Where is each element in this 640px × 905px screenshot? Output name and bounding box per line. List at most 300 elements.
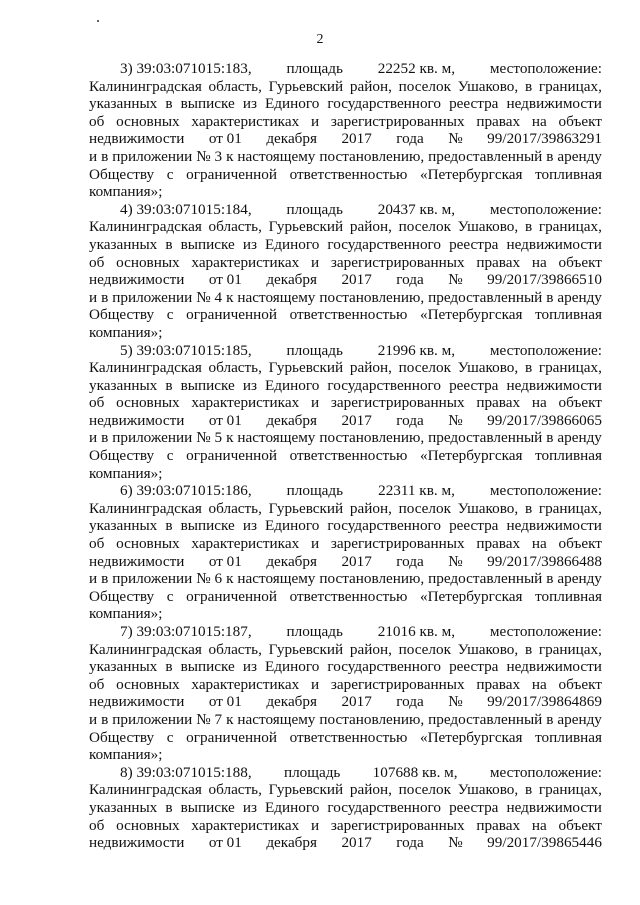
word: местоположение: [489,341,602,359]
word: поселок [398,499,451,517]
word: недвижимости [506,658,602,676]
text-line [89,183,602,201]
word: 99/2017/39865446 [487,834,602,852]
text-line [89,254,602,272]
word: 21996 кв. м, [377,341,456,359]
word: правах [476,394,521,412]
text-line [89,623,602,641]
word: площадь [286,623,343,640]
word: Гурьевский [268,359,344,377]
text-line [89,324,602,342]
word: аренду [557,147,602,165]
word: объект [558,394,602,412]
text-line [89,746,602,764]
word: район, [349,77,392,95]
word: зарегистрированных [330,675,465,693]
word: выписке [180,658,235,676]
word: из [242,517,257,535]
text-line [89,289,602,307]
word: основных [116,816,180,834]
word: государственного [327,95,441,113]
word: характеристиках [191,675,300,693]
word: 22311 кв. м, [378,482,455,500]
text-line [89,834,602,852]
word: приложении [112,570,193,588]
word: в [101,570,109,588]
word: «Петербургская [420,587,523,605]
word: 4) 39:03:071015:184, [120,200,252,218]
word: указанных [89,235,158,253]
word: аренду [557,288,602,306]
word: недвижимости [89,411,185,429]
word: указанных [89,376,158,394]
word: площадь [286,482,344,500]
word: поселок [398,640,451,658]
text-line [89,799,602,817]
word: приложении [112,710,193,728]
word: недвижимости [506,376,602,394]
word: реестра [449,798,499,816]
word: об [89,112,105,130]
text-line [89,570,602,588]
word: район, [349,640,392,658]
text-line [89,218,602,236]
word: Единого [265,798,320,816]
word: район, [349,781,392,799]
word: Обществу [89,728,155,746]
word: Калининградская [89,77,202,95]
word: государственного [327,376,441,394]
word: ответственностью [289,306,408,324]
word: к [226,710,234,728]
word: топливная [535,587,602,605]
word: на [531,535,547,553]
word: с [166,728,174,746]
word: № [448,552,463,570]
word: характеристиках [191,253,300,271]
word: декабря [266,130,317,148]
word: аренду [557,429,602,447]
word: об [89,394,105,412]
word: в [524,781,533,799]
word: декабря [266,552,317,570]
text-line [89,60,602,78]
word: ограниченной [186,447,277,465]
word: и [89,147,98,165]
word: правах [476,253,521,271]
scan-dot [97,20,99,22]
word: 8) 39:03:071015:188, [120,763,252,781]
word: топливная [535,728,602,746]
word: и [89,288,98,306]
word: от 01 [208,130,242,148]
word: поселок [398,781,451,799]
word: Гурьевский [268,77,344,95]
word: постановлению, [319,570,425,588]
word: на [531,675,547,693]
word: года [396,130,424,148]
text-line [89,711,602,729]
word: в [546,147,554,165]
list-item [89,60,602,201]
word: ограниченной [186,728,277,746]
text-line [89,658,602,676]
word: зарегистрированных [330,112,465,130]
word: декабря [266,834,317,852]
word: постановлению, [319,429,425,447]
text-line [89,306,602,324]
text-line [89,342,602,360]
word: государственного [327,798,441,816]
word: поселок [398,359,451,377]
word: Гурьевский [268,218,344,236]
list-item [89,482,602,623]
word: в [101,429,109,447]
word: в [101,147,109,165]
word: границах, [538,77,602,95]
word: Гурьевский [268,499,344,517]
word: местоположение: [489,200,602,218]
word: ответственностью [289,728,408,746]
word: ограниченной [186,306,277,324]
word: 99/2017/39866510 [487,271,602,289]
word: Ушаково, [457,781,519,799]
word: государственного [327,235,441,253]
word: к [226,570,234,588]
word: выписке [180,517,235,535]
word: и [310,253,320,271]
word: указанных [89,798,158,816]
word: Ушаково, [457,499,519,517]
text-line [89,729,602,747]
text-line [89,781,602,799]
word: Калининградская [89,640,202,658]
text-line [89,130,602,148]
document-body [89,60,602,852]
word: ответственностью [289,447,408,465]
word: Обществу [89,587,155,605]
word: в [165,658,173,676]
word: декабря [266,693,317,711]
word: компания»; [89,183,163,201]
word: недвижимости [506,798,602,816]
word: из [242,658,257,676]
word: границах, [538,359,602,377]
word: декабря [266,271,317,289]
word: в [524,640,533,658]
word: из [242,798,257,816]
word: в [101,710,109,728]
text-line [89,535,602,553]
word: Обществу [89,447,155,465]
text-line [89,553,602,571]
word: предоставленный [428,288,543,306]
word: правах [476,112,521,130]
text-line [89,377,602,395]
word: к [226,429,234,447]
word: 21016 кв. м, [377,623,456,640]
word: выписке [180,376,235,394]
word: и [310,675,320,693]
word: предоставленный [428,147,543,165]
word: площадь [286,200,343,218]
word: недвижимости [89,130,185,148]
word: к [226,288,234,306]
word: правах [476,816,521,834]
word: основных [116,394,180,412]
word: объект [558,112,602,130]
word: Калининградская [89,499,202,517]
word: 2017 [341,271,372,289]
word: площадь [283,763,341,781]
word: поселок [398,77,451,95]
word: характеристиках [191,535,300,553]
word: № 5 [196,429,223,447]
text-line [89,641,602,659]
word: область, [208,781,262,799]
word: выписке [180,95,235,113]
word: приложении [112,288,193,306]
word: 5) 39:03:071015:185, [120,341,252,359]
text-line [89,500,602,518]
word: об [89,535,105,553]
text-line [89,605,602,623]
word: из [242,376,257,394]
word: основных [116,112,180,130]
text-line [89,148,602,166]
word: № [448,693,463,711]
word: 2017 [341,693,372,711]
word: реестра [449,235,499,253]
word: 99/2017/39864869 [487,693,602,711]
word: Единого [265,235,320,253]
word: ответственностью [289,165,408,183]
word: в [165,517,173,535]
word: аренду [557,710,602,728]
word: реестра [449,658,499,676]
word: область, [208,359,262,377]
word: ответственностью [289,587,408,605]
word: площадь [286,60,343,77]
word: 22252 кв. м, [377,60,456,77]
word: в [546,570,554,588]
word: постановлению, [319,288,425,306]
word: Ушаково, [457,218,519,236]
word: местоположение: [489,763,602,781]
word: в [546,710,554,728]
word: года [396,693,424,711]
word: Ушаково, [457,77,519,95]
word: и [310,394,320,412]
text-line [89,817,602,835]
word: в [165,95,173,113]
word: на [531,394,547,412]
word: предоставленный [428,570,543,588]
word: характеристиках [191,112,300,130]
text-line [89,166,602,184]
word: 99/2017/39866065 [487,411,602,429]
word: и [310,112,320,130]
word: в [546,429,554,447]
word: недвижимости [89,271,185,289]
word: из [242,95,257,113]
word: 107688 кв. м, [372,763,458,781]
word: об [89,675,105,693]
word: Единого [265,517,320,535]
text-line [89,517,602,535]
word: границах, [538,218,602,236]
word: границах, [538,499,602,517]
word: 2017 [341,834,372,852]
word: 2017 [341,130,372,148]
word: настоящему [237,710,316,728]
word: топливная [535,306,602,324]
word: на [531,816,547,834]
word: область, [208,218,262,236]
text-line [89,588,602,606]
word: объект [558,253,602,271]
word: местоположение: [489,623,602,640]
word: Калининградская [89,218,202,236]
word: в [524,77,533,95]
word: № 3 [196,147,223,165]
word: Калининградская [89,359,202,377]
word: район, [349,218,392,236]
word: область, [208,77,262,95]
text-line [89,764,602,782]
text-line [89,201,602,219]
word: границах, [538,640,602,658]
word: года [396,552,424,570]
word: Калининградская [89,781,202,799]
word: в [165,376,173,394]
word: основных [116,253,180,271]
list-item [89,342,602,483]
word: предоставленный [428,710,543,728]
word: Обществу [89,306,155,324]
word: зарегистрированных [330,535,465,553]
word: от 01 [208,834,242,852]
word: площадь [286,341,343,359]
word: приложении [112,429,193,447]
word: Ушаково, [457,640,519,658]
word: 99/2017/39866488 [487,552,602,570]
word: реестра [449,376,499,394]
text-line [89,78,602,96]
word: объект [558,535,602,553]
word: указанных [89,658,158,676]
word: район, [349,359,392,377]
word: зарегистрированных [330,394,465,412]
text-line [89,429,602,447]
word: правах [476,535,521,553]
word: с [166,306,174,324]
word: настоящему [237,288,316,306]
word: характеристиках [191,816,300,834]
word: в [524,499,533,517]
text-line [89,359,602,377]
word: в [165,235,173,253]
word: постановлению, [319,147,425,165]
word: с [166,165,174,183]
word: область, [208,640,262,658]
word: 2017 [341,552,372,570]
word: в [165,798,173,816]
word: Единого [265,376,320,394]
word: года [396,411,424,429]
word: объект [558,816,602,834]
word: настоящему [237,429,316,447]
text-line [89,482,602,500]
word: и [310,535,320,553]
text-line [89,693,602,711]
word: район, [349,499,392,517]
word: № 6 [196,570,223,588]
word: в [546,288,554,306]
word: государственного [327,517,441,535]
word: и [89,429,98,447]
word: 2017 [341,411,372,429]
word: к [226,147,234,165]
text-line [89,394,602,412]
text-line [89,447,602,465]
word: от 01 [208,693,242,711]
word: Единого [265,658,320,676]
word: выписке [180,235,235,253]
text-line [89,676,602,694]
word: топливная [535,165,602,183]
word: Гурьевский [268,640,344,658]
word: основных [116,535,180,553]
word: Единого [265,95,320,113]
word: декабря [266,411,317,429]
word: ограниченной [186,165,277,183]
word: в [524,359,533,377]
word: аренду [557,570,602,588]
word: «Петербургская [420,165,523,183]
word: «Петербургская [420,447,523,465]
text-line [89,113,602,131]
word: зарегистрированных [330,816,465,834]
word: недвижимости [506,95,602,113]
word: компания»; [89,464,163,482]
word: и [89,570,98,588]
word: компания»; [89,746,163,764]
word: правах [476,675,521,693]
list-item [89,201,602,342]
word: года [396,834,424,852]
word: компания»; [89,605,163,623]
word: с [166,447,174,465]
word: недвижимости [89,552,185,570]
word: компания»; [89,323,163,341]
word: с [166,587,174,605]
word: № [448,271,463,289]
text-line [89,95,602,113]
word: № [448,411,463,429]
word: 20437 кв. м, [377,200,456,218]
word: от 01 [208,271,242,289]
word: недвижимости [506,235,602,253]
word: в [524,218,533,236]
word: 3) 39:03:071015:183, [120,60,252,77]
word: основных [116,675,180,693]
word: границах, [538,781,602,799]
word: указанных [89,95,158,113]
word: № 4 [196,288,223,306]
word: и [89,710,98,728]
word: объект [558,675,602,693]
